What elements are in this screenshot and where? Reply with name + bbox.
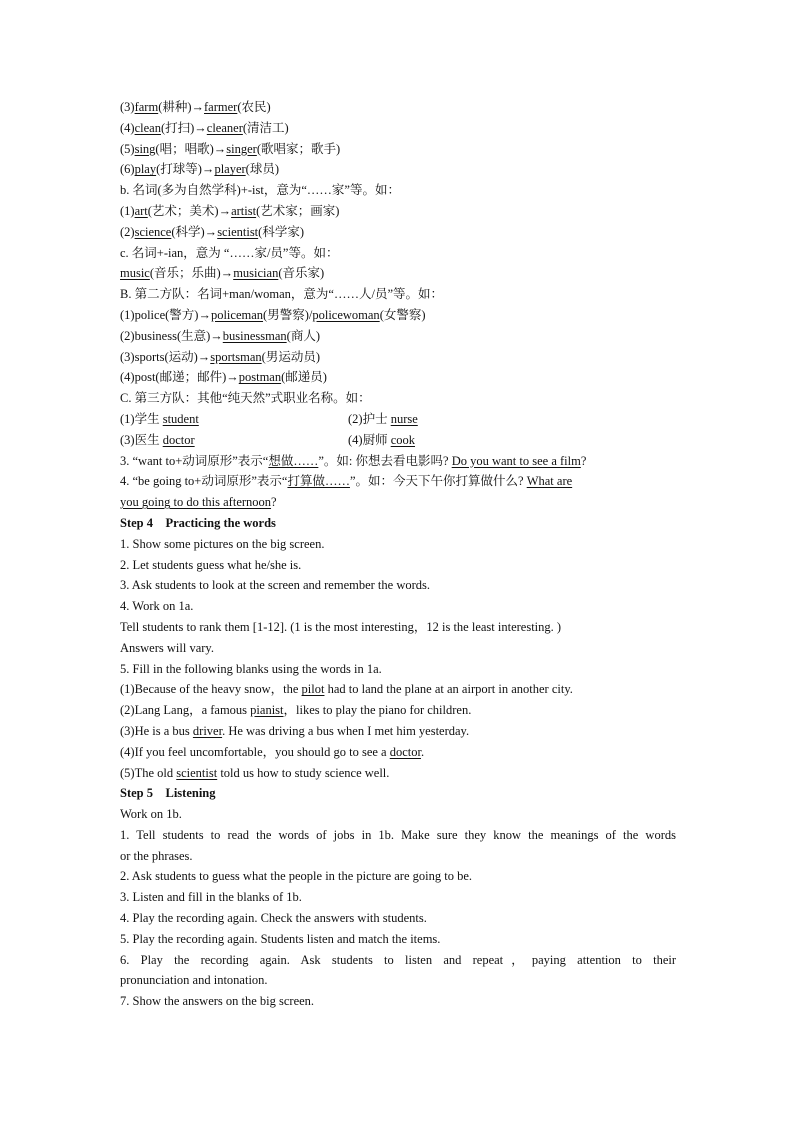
example-gloss: (艺术；美术)→ <box>147 203 232 218</box>
example-prefix: (1)police(警方)→ <box>120 307 211 322</box>
example-prefix: (6) <box>120 162 135 177</box>
step-5-line: or the phrases. <box>120 848 193 863</box>
answer-word: scientist <box>176 765 218 780</box>
example-sports <box>120 347 676 368</box>
example-prefix: (5) <box>120 141 135 156</box>
step-4-line: 1. Show some pictures on the big screen. <box>120 536 325 551</box>
underlined-word: policeman <box>210 307 264 322</box>
example-prefix: (2)business(生意)→ <box>120 328 223 343</box>
underlined-word: cook <box>390 432 416 447</box>
example-gloss: (打扫)→ <box>160 120 207 135</box>
underlined-word: doctor <box>162 432 195 447</box>
example-gloss: (科学家) <box>258 224 304 239</box>
example-gloss: (音乐；乐曲)→ <box>149 266 234 281</box>
example-gloss: (科学)→ <box>171 224 218 239</box>
jobs-row-2 <box>120 430 676 451</box>
underlined-word: Do you want to see a film <box>451 453 581 468</box>
underlined-word: art <box>134 203 148 218</box>
underlined-word: student <box>162 411 199 426</box>
example-farm <box>120 97 676 118</box>
step-4-line: 2. Let students guess what he/she is. <box>120 557 302 572</box>
step-4-line: 5. Fill in the following blanks using the words in 1a. <box>120 661 382 676</box>
example-gloss: (音乐家) <box>278 266 325 281</box>
rule-B: B. 第二方队：名词+man/woman，意为“……人/员”等。如： <box>120 287 443 302</box>
underlined-word: music <box>120 266 150 281</box>
step-5-line: 5. Play the recording again. Students listen and match the items. <box>120 931 441 946</box>
example-business <box>120 326 676 347</box>
step-5-line: 2. Ask students to guess what the people in the picture are going to be. <box>120 869 473 884</box>
step-5-line: 3. Listen and fill in the blanks of 1b. <box>120 890 302 905</box>
underlined-word: farmer <box>204 100 238 114</box>
example-gloss: (商人) <box>286 328 320 343</box>
underlined-word: science <box>134 224 172 239</box>
example-prefix: (2) <box>120 224 135 239</box>
example-science <box>120 222 676 243</box>
example-gloss: (球员) <box>245 162 279 177</box>
rule-c: c. 名词+-ian，意为 “……家/员”等。如： <box>120 245 339 260</box>
underlined-word: farm <box>134 100 159 114</box>
fill-blank-1: (1)Because of the heavy snow，the pilot had to land the plane at an airport in another city. <box>120 682 573 697</box>
job-doctor: (3)医生 doctor <box>120 432 195 447</box>
step-5-line: 7. Show the answers on the big screen. <box>120 994 315 1009</box>
underlined-word: cleaner <box>206 120 243 135</box>
example-art <box>120 201 676 222</box>
document-body <box>120 97 676 1012</box>
underlined-word: What are <box>526 474 573 489</box>
underlined-word: clean <box>134 120 161 135</box>
step-4-heading: Step 4 Practicing the words <box>120 515 276 530</box>
example-gloss: (清洁工) <box>242 120 289 135</box>
underlined-word: sing <box>134 141 156 156</box>
underlined-word: policewoman <box>312 307 380 322</box>
rule-C: C. 第三方队：其他“纯天然”式职业名称。如： <box>120 391 371 406</box>
grammar-item-4-cont: you going to do this afternoon? <box>120 495 277 510</box>
example-prefix: (3)sports(运动)→ <box>120 349 211 364</box>
answer-word: pianist <box>250 703 284 718</box>
underlined-word: musician <box>233 266 279 281</box>
answer-word: pilot <box>301 682 325 697</box>
job-student: (1)学生 student <box>120 411 199 426</box>
underlined-word: 想做…… <box>268 453 319 468</box>
job-nurse: (2)护士 nurse <box>348 411 418 426</box>
job-cook: (4)厨师 cook <box>348 432 416 447</box>
underlined-word: player <box>214 162 246 177</box>
underlined-word: nurse <box>390 411 418 426</box>
example-prefix: (1) <box>120 203 135 218</box>
step-5-line: Work on 1b. <box>120 807 182 822</box>
step-5-line: 1. Tell students to read the words of jobs in 1b. Make sure they know the meanings of the words <box>120 827 676 842</box>
example-post <box>120 367 676 388</box>
example-sing <box>120 139 676 160</box>
rule-b: b. 名词(多为自然学科)+-ist，意为“……家”等。如： <box>120 183 400 198</box>
example-gloss: (打球等)→ <box>156 162 215 177</box>
example-prefix: (4)post(邮递；邮件)→ <box>120 370 239 385</box>
fill-blank-3: (3)He is a bus driver. He was driving a bus when I met him yesterday. <box>120 723 470 738</box>
example-gloss: (艺术家；画家) <box>256 203 340 218</box>
underlined-word: play <box>134 162 157 177</box>
step-4-line: Answers will vary. <box>120 640 214 655</box>
example-gloss: (唱；唱歌)→ <box>155 141 227 156</box>
underlined-word: singer <box>226 141 257 156</box>
underlined-word: 打算做…… <box>287 474 350 489</box>
underlined-word: sportsman <box>210 349 262 364</box>
step-5-line: 6. Play the recording again. Ask students to listen and repeat，paying attention to their <box>120 952 676 967</box>
example-prefix: (4) <box>120 120 135 135</box>
step-5-heading: Step 5 Listening <box>120 786 216 801</box>
example-gloss: (男警察)/ <box>263 307 313 322</box>
example-police <box>120 305 676 326</box>
fill-blank-2: (2)Lang Lang，a famous pianist，likes to play the piano for children. <box>120 703 472 718</box>
grammar-item-4: 4. “be going to+动词原形”表示“打算做……”。如：今天下午你打算做什么? What are <box>120 474 573 489</box>
step-5-line: 4. Play the recording again. Check the answers with students. <box>120 911 427 926</box>
example-gloss: (耕种)→ <box>158 100 205 114</box>
underlined-word: postman <box>238 370 282 385</box>
example-prefix: (3) <box>120 100 135 114</box>
example-music <box>120 263 676 284</box>
example-gloss: (邮递员) <box>281 370 327 385</box>
example-clean <box>120 118 676 139</box>
underlined-word: artist <box>231 203 257 218</box>
underlined-word: scientist <box>217 224 259 239</box>
example-play <box>120 159 676 180</box>
answer-word: driver <box>192 723 223 738</box>
fill-blank-4: (4)If you feel uncomfortable，you should go to see a doctor. <box>120 744 425 759</box>
step-4-line: 3. Ask students to look at the screen and remember the words. <box>120 578 430 593</box>
example-gloss: (男运动员) <box>261 349 320 364</box>
example-gloss: (歌唱家；歌手) <box>256 141 341 156</box>
answer-word: doctor <box>389 744 421 759</box>
grammar-item-3: 3. “want to+动词原形”表示“想做……”。如: 你想去看电影吗? Do you want to see a film? <box>120 453 587 468</box>
example-gloss: (农民) <box>237 100 271 114</box>
jobs-row-1 <box>120 409 676 430</box>
underlined-word: you going to do this afternoon <box>120 495 272 510</box>
fill-blank-5: (5)The old scientist told us how to study science well. <box>120 765 390 780</box>
step-4-line: Tell students to rank them [1-12]. (1 is the most interesting，12 is the least interesting. ) <box>120 619 562 634</box>
step-5-line: pronunciation and intonation. <box>120 973 268 988</box>
underlined-word: businessman <box>222 328 287 343</box>
step-4-line: 4. Work on 1a. <box>120 599 194 614</box>
example-gloss: (女警察) <box>379 307 426 322</box>
